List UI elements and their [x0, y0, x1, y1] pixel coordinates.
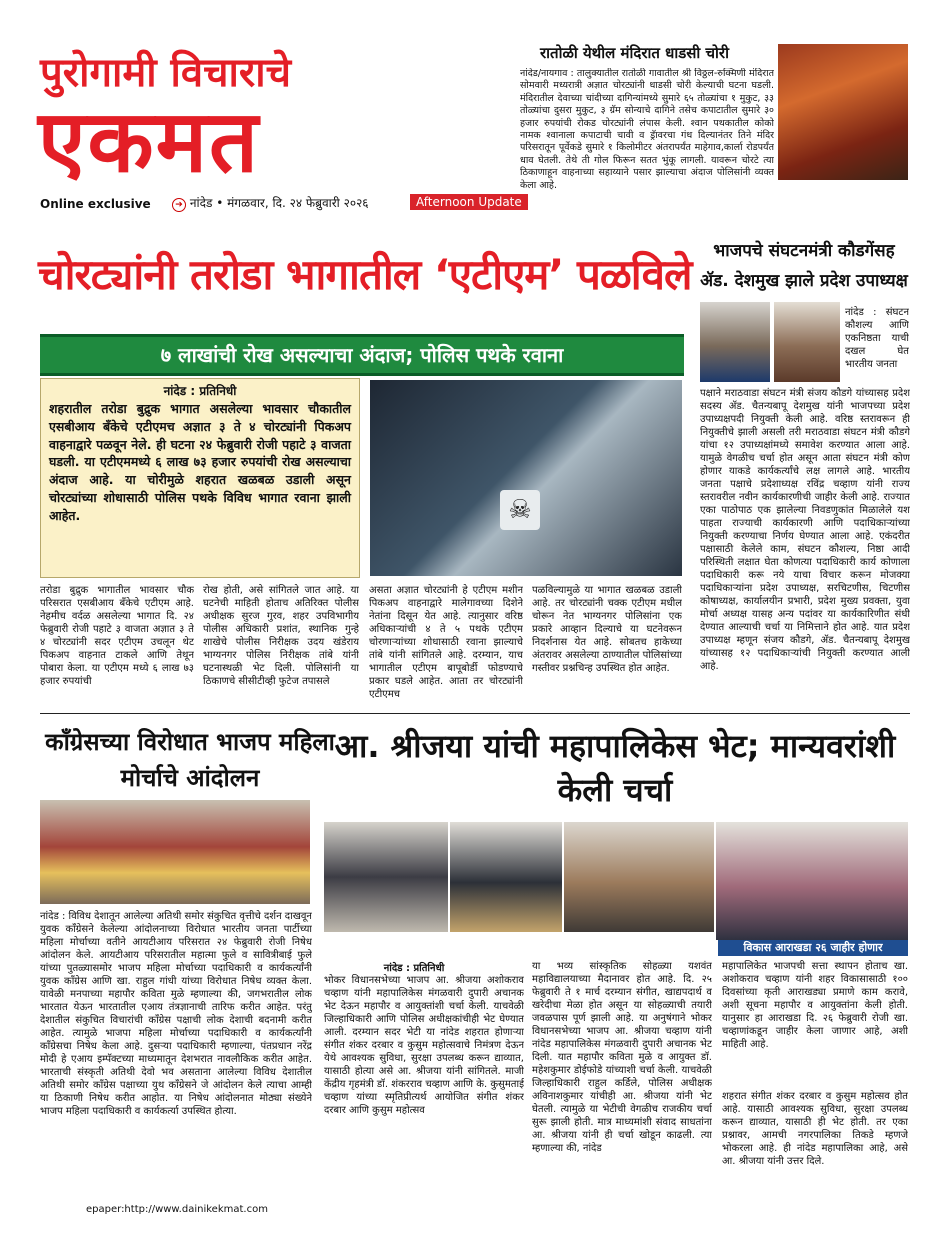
temple-photo	[778, 44, 908, 180]
dateline	[172, 194, 369, 212]
temple-story-body: नांदेड/नायगाव : तालुक्यातील रातोळी गावातील श्री विठ्ठल-रुक्मिणी मंदिरात सोमवारी मध्यरात्री अज्ञात चोरट्यांनी धाडसी चोरी केल्याची घटना घडली. मंदिरातील देवाच्या चांदीच्या दागिन्यांमध्ये सुमारे ६५ तोळ्यांचा १ मुकुट, ३३ तोळ्यांचा दुसरा मुकुट, ३ ग्रॅम सोन्याचे दागिने तसेच कपाटातील सुमारे ३० हजार रुपयांची रोकड चोरट्यांनी लंपास केली. श्वान पथकातील कोको नामक श्वानाला कपाटाची चावी व ड्रॅावरचा गंध दिल्यानंतर तिने मंदिर परिसरातून पूर्वेकडे सुमारे १ किलोमीटर अंतरापर्यंत माहेगाव,कार्ला रोडपर्यंत धाव घेतली. तेथे ती गोल फिरून सतत भुंकू लागली. यावरून चोरटे त्या ठिकाणाहून वाहनाच्या सहाय्याने पसार झाल्याचा अंदाज पोलिसांनी व्यक्त केला आहे.	[520, 68, 774, 191]
online-exclusive-label: Online exclusive	[40, 197, 151, 211]
edition-badge: Afternoon Update	[410, 194, 528, 210]
temple-story-body-bottom	[520, 196, 908, 222]
lead-subhead: ७ लाखांची रोख असल्याचा अंदाज; पोलिस पथके रवाना	[160, 343, 564, 367]
visit-headline: आ. श्रीजया यांची महापालिकेस भेट; मान्यवरांशी केली चर्चा	[334, 727, 896, 809]
protest-photo	[40, 800, 310, 904]
masthead-title: एकमत	[38, 91, 261, 192]
visit-photo-2	[450, 822, 562, 932]
kaudge-photo	[700, 302, 770, 382]
lead-col-4: पळविल्यामुळे या भागात खळबळ उडाली आहे. तर चोरट्यांनी चक्क एटीएम मधील चोरून नेत भाग्यनगर पोलिसांना एक प्रकारे आव्हान दिल्याचे या घटनेवरून निदर्शनास येत आहे. सोबतच हाकेच्या अंतरावर असलेल्या ठाण्यातील पोलिसांच्या गस्तीवर प्रश्नचिन्ह उपस्थित होत आहेत.	[532, 585, 682, 674]
temple-story-headline: रातोळी येथील मंदिरात धाडसी चोरी	[540, 44, 729, 62]
visit-byline: नांदेड : प्रतिनिधी	[383, 963, 445, 974]
development-plan-box	[718, 940, 908, 956]
lead-intro: शहरातील तरोडा बुद्रुक भागात असलेल्या भावसार चौकातील एसबीआय बँकेचे एटीएमच अज्ञात ३ ते ४ चोरट्यांनी पिकअप वाहनाद्वारे पळवून नेले. ही घटना २४ फेब्रुवारी रोजी पहाटे ३ वाजता घडली. या एटीएममध्ये ६ लाख ७३ हजार रुपयांची रोख असल्याचा अंदाज आहे. या चोरीमुळे शहरात खळबळ उडाली असून चोरट्यांच्या शोधासाठी पोलिस पथके विविध भागात रवाना झाली आहेत.	[49, 401, 351, 523]
lead-byline: नांदेड : प्रतिनिधी	[163, 384, 237, 398]
visit-col-2: या भव्य सांस्कृतिक सोहळ्या यशवंत महाविद्यालयाच्या मैदानावर होत आहे. दि. २५ फेब्रुवारी ते १ मार्च दरम्यान संगीत, खाद्यपदार्थ व खरेदीचा मेळा होत असून या सोहळ्याची तयारी जवळपास पूर्ण झाली आहे. या अनुषंगाने भोकर विधानसभेच्या भाजप आ. श्रीजया चव्हाण यांनी नांदेड महापालिकेस मंगळवारी दुपारी अचानक भेट दिली. यात महापौर कविता मुळे व आयुक्त डॉ. महेशकुमार डोईफोडे यांच्याशी चर्चा केली. याचवेळी जिल्हाधिकारी राहुल कर्डिले, पोलिस अधीक्षक अविनाशकुमार यांचीही आ. श्रीजया यांनी भेट घेतली. त्यामुळे या भेटीची वेगळीच राजकीय चर्चा सुरू झाली होती. मात्र माध्यमांशी संवाद साधतांना आ. श्रीजया यांनी ही चर्चा खोडून काढली. त्या म्हणाल्या की, नांदेड	[532, 961, 712, 1154]
masthead-tagline: पुरोगामी विचाराचे	[40, 49, 292, 96]
dateline-text: नांदेड • मंगळवार, दि. २४ फेब्रुवारी २०२६	[189, 196, 369, 210]
visit-photo-1	[324, 822, 448, 932]
visit-photo-4	[716, 822, 908, 940]
arrow-circle-icon: ➔	[172, 198, 186, 212]
visit-col-1: भोकर विधानसभेच्या भाजप आ. श्रीजया अशोकराव चव्हाण यांनी महापालिकेस मंगळवारी दुपारी अचानक भेट देऊन महापौर व आयुक्तांशी चर्चा केली. याचवेळी जिल्हाधिकारी आणि पोलिस अधीक्षकांचीही भेट घेण्यात आली. दरम्यान सदर भेटी या नांदेड शहरात होणाऱ्या संगीत शंकर दरबार व कुसुम महोत्सवाचे निमंत्रण देऊन येथे आवश्यक सुविधा, सुरक्षा उपलब्ध करून द्याव्यात, यासाठी होत्या असे आ. श्रीजया यांनी सांगितले. माजी केंद्रीय गृहमंत्री डॉ. शंकरराव चव्हाण आणि के. कुसुमताई चव्हाण यांच्या स्मृतिप्रीत्यर्थ आयोजित संगीत शंकर दरबार आणि कुसुम महोत्सव	[324, 975, 524, 1116]
visit-col-3b: शहरात संगीत शंकर दरबार व कुसुम महोत्सव होत आहे. यासाठी आवश्यक सुविधा, सुरक्षा उपलब्ध करून द्याव्यात, यासाठी ही भेट होती. तर एका प्रश्नावर, आमची नगरपालिका तिकडे म्हणजे भोकरला आहे. ही नांदेड महापालिका आहे, असे आ. श्रीजया यांनी उत्तर दिले.	[722, 1091, 908, 1167]
epaper-link[interactable]: epaper:http://www.dainikekmat.com	[86, 1204, 268, 1215]
deshmukh-photo	[774, 302, 840, 382]
visit-col-3a: महापालिकेत भाजपची सत्ता स्थापन होताच खा. अशोकराव चव्हाण यांनी शहर विकासासाठी १०० दिवसांच्या कृती आराखड्या प्रमाणे काम करावे, अशी सूचना महापौर व आयुक्तांना केली होती. यानुसार हा आराखडा दि. २६ फेब्रुवारी रोजी खा. चव्हाणांकडून जाहीर केला जाणार आहे, अशी माहिती आहे.	[722, 961, 908, 1050]
lead-col-2: रोख होती, असे सांगितले जात आहे. या घटनेची माहिती होताच अतिरिक्त पोलीस अधीक्षक सुरज गुरव, शहर उपविभागीय पोलीस अधिकारी प्रशांत, स्थानिक गुन्हे शाखेचे पोलीस निरीक्षक उदय खंडेराय भाग्यनगर पोलिस निरीक्षक तांबे यांनी घटनास्थळी भेट दिली. पोलिसांनी या ठिकाणचे सीसीटीव्ही फुटेज तपासले	[203, 585, 359, 687]
protest-headline: काँग्रेसच्या विरोधात भाजप महिला मोर्चाचे आंदोलन	[45, 728, 335, 792]
bjp-lead-in: नांदेड : संघटन कौशल्य आणि एकनिष्ठता याची दखल घेत भारतीय जनता	[845, 307, 909, 370]
development-plan-title: विकास आराखडा २६ जाहीर होणार	[743, 941, 883, 954]
visit-photo-3	[564, 822, 714, 932]
lead-col-3: असता अज्ञात चोरट्यांनी हे एटीएम मशीन पिकअप वाहनाद्वारे मालेगावच्या दिशेने नेतांना दिसून येत आहे. त्यानुसार वरिष्ठ अधिकाऱ्यांची ४ ते ५ पथके एटीएम चोरणाऱ्यांच्या शोधासाठी रवाना झाल्याचे तांबे यांनी सांगितले आहे. दरम्यान, याच भागातील एटीएम बापूबोर्डी फोडण्याचे प्रकार घडले आहेत. आता तर चोरट्यांनी एटीएमच	[369, 585, 523, 700]
lead-intro-box	[40, 378, 360, 578]
atm-skull-icon: ☠	[500, 490, 540, 530]
protest-body: नांदेड : विविध देशातून आलेल्या अतिथी समोर संकुचित वृत्तीचे दर्शन दाखवून युवक काँग्रेसने केलेल्या आंदोलनाच्या विरोधात भारतीय जनता पार्टीच्या महिला मोर्चाच्या वतीने आयटीआय परिसरात २४ फेब्रुवारी रोजी निषेध आंदोलन केले. आयटीआय परिसरातील महात्मा फुले व सावित्रीबाई फुले यांच्या पुतळ्यासमोर भाजप महिला मोर्चाच्या पदाधिकारी व कार्यकर्त्यांनी युवक काँग्रेस आणि खा. राहुल गांधी यांच्या विरोधात निषेध व्यक्त केला. यावेळी मनपाच्या महापौर कविता मुळे म्हणाल्या की, जगभरातील लोक भारतात येऊन भारतातील एआय तंत्रज्ञानाची तारिफ करीत आहेत. परंतु देशातील संकुचित विचारांची काँग्रेस पक्षाची लोक देशाची बदनामी करीत आहेत. त्यामुळे भाजपा महिला मोर्चाच्या पदाधिकारी व कार्यकर्त्यांनी काँग्रेसचा निषेध केला आहे. दुसऱ्या पदाधिकारी म्हणाल्या, पंतप्रधान नरेंद्र मोदी हे एआय इम्पॅक्टच्या माध्यमातून देशभरात नावलौकिक करीत आहेत. भारताची संस्कृती अतिथी देवो भव असताना आलेल्या विविध देशातील अतिथी समोर काँग्रेस पक्षाच्या युथ काँग्रेसने जे आंदोलन केले त्याचा आम्ही या ठिकाणी निषेध करीत आहोत. या निषेध आंदोलनात मोठ्या संख्येने भाजप महिला पदाधिकारी व कार्यकर्त्या उपस्थित होत्या.	[40, 911, 312, 1117]
bjp-headline: भाजपचे संघटनमंत्री कौडगेंसह ॲड. देशमुख झाले प्रदेश उपाध्यक्ष	[700, 241, 908, 291]
lead-col-1: तरोडा बुद्रुक भागातील भावसार चौक परिसरात एसबीआय बँकेचे एटीएम आहे. नेहमीच वर्दळ असलेल्या भागात दि. २४ फेब्रुवारी रोजी पहाटे ३ वाजता अज्ञात ३ ते ४ चोरट्यांनी सदर एटीएम उचलून थेट पिकअप वाहनात टाकले आणि तेथून पोबारा केला. या एटीएम मध्ये ६ लाख ७३ हजार रुपयांची	[40, 585, 194, 687]
bjp-body: पक्षाने मराठवाडा संघटन मंत्री संजय कौडगे यांच्यासह प्रदेश सदस्य ॲड. चैतन्यबापू देशमुख यांनी भाजपच्या प्रदेश उपाध्यक्षपदी नियुक्ती केली आहे. वरिष्ठ स्तरावरून ही नियुक्तीचे झाली असली तरी मराठवाडा संघटन मंत्री कौडगे यांचा १२ उपाध्यक्षांमध्ये समावेश करण्यात आला आहे. यामुळे वेगळीच चर्चा होत असून आता संघटन मंत्री कोण होणार याकडे कार्यकर्त्यांचे लक्ष लागले आहे. भारतीय जनता पक्षाचे प्रदेशाध्यक्ष रविंद्र चव्हाण यांनी राज्य स्तरावरील नवीन कार्यकारणीची जाहीर केली आहे. राज्यात एका पाठोपाठ एक झालेल्या निवडणुकांत मिळालेले यश पाहता राज्याची कार्यकारणी आणि पदाधिकाऱ्यांच्या नियुक्ती करण्याचा निर्णय घेण्यात आला आहे. एकंदरीत पक्षासाठी केलेले काम, संघटन कौशल्य, निष्ठा आदी परिस्थिती लक्षात घेता कोणत्या पदाधिकारी कार्य कोणाला पदाधिकारी करू नये याचा विचार करून मोजक्या पदाधिकाऱ्यांना प्रदेश उपाध्यक्ष, सरचिटणीस, चिटणीस कोषाध्यक्ष, कार्यालयीन प्रभारी, प्रदेश मुख्य प्रवक्ता, युवा मोर्चा अध्यक्ष यासह अन्य पदांवर या कार्यकारिणीत संधी देण्यात आल्याची चर्चा या निमित्ताने होत आहे. यात प्रदेश उपाध्यक्ष म्हणून संजय कौडगे, ॲड. चैतन्यबापू देशमुख यांच्यासह १२ पदाधिकाऱ्यांची नियुक्ती करण्यात आली आहे.	[700, 388, 910, 672]
lead-subhead-band	[40, 334, 684, 376]
atm-illustration	[370, 380, 682, 576]
section-divider	[40, 713, 910, 714]
lead-headline: चोरट्यांनी तरोडा भागातील ‘एटीएम’ पळविले	[38, 250, 692, 299]
